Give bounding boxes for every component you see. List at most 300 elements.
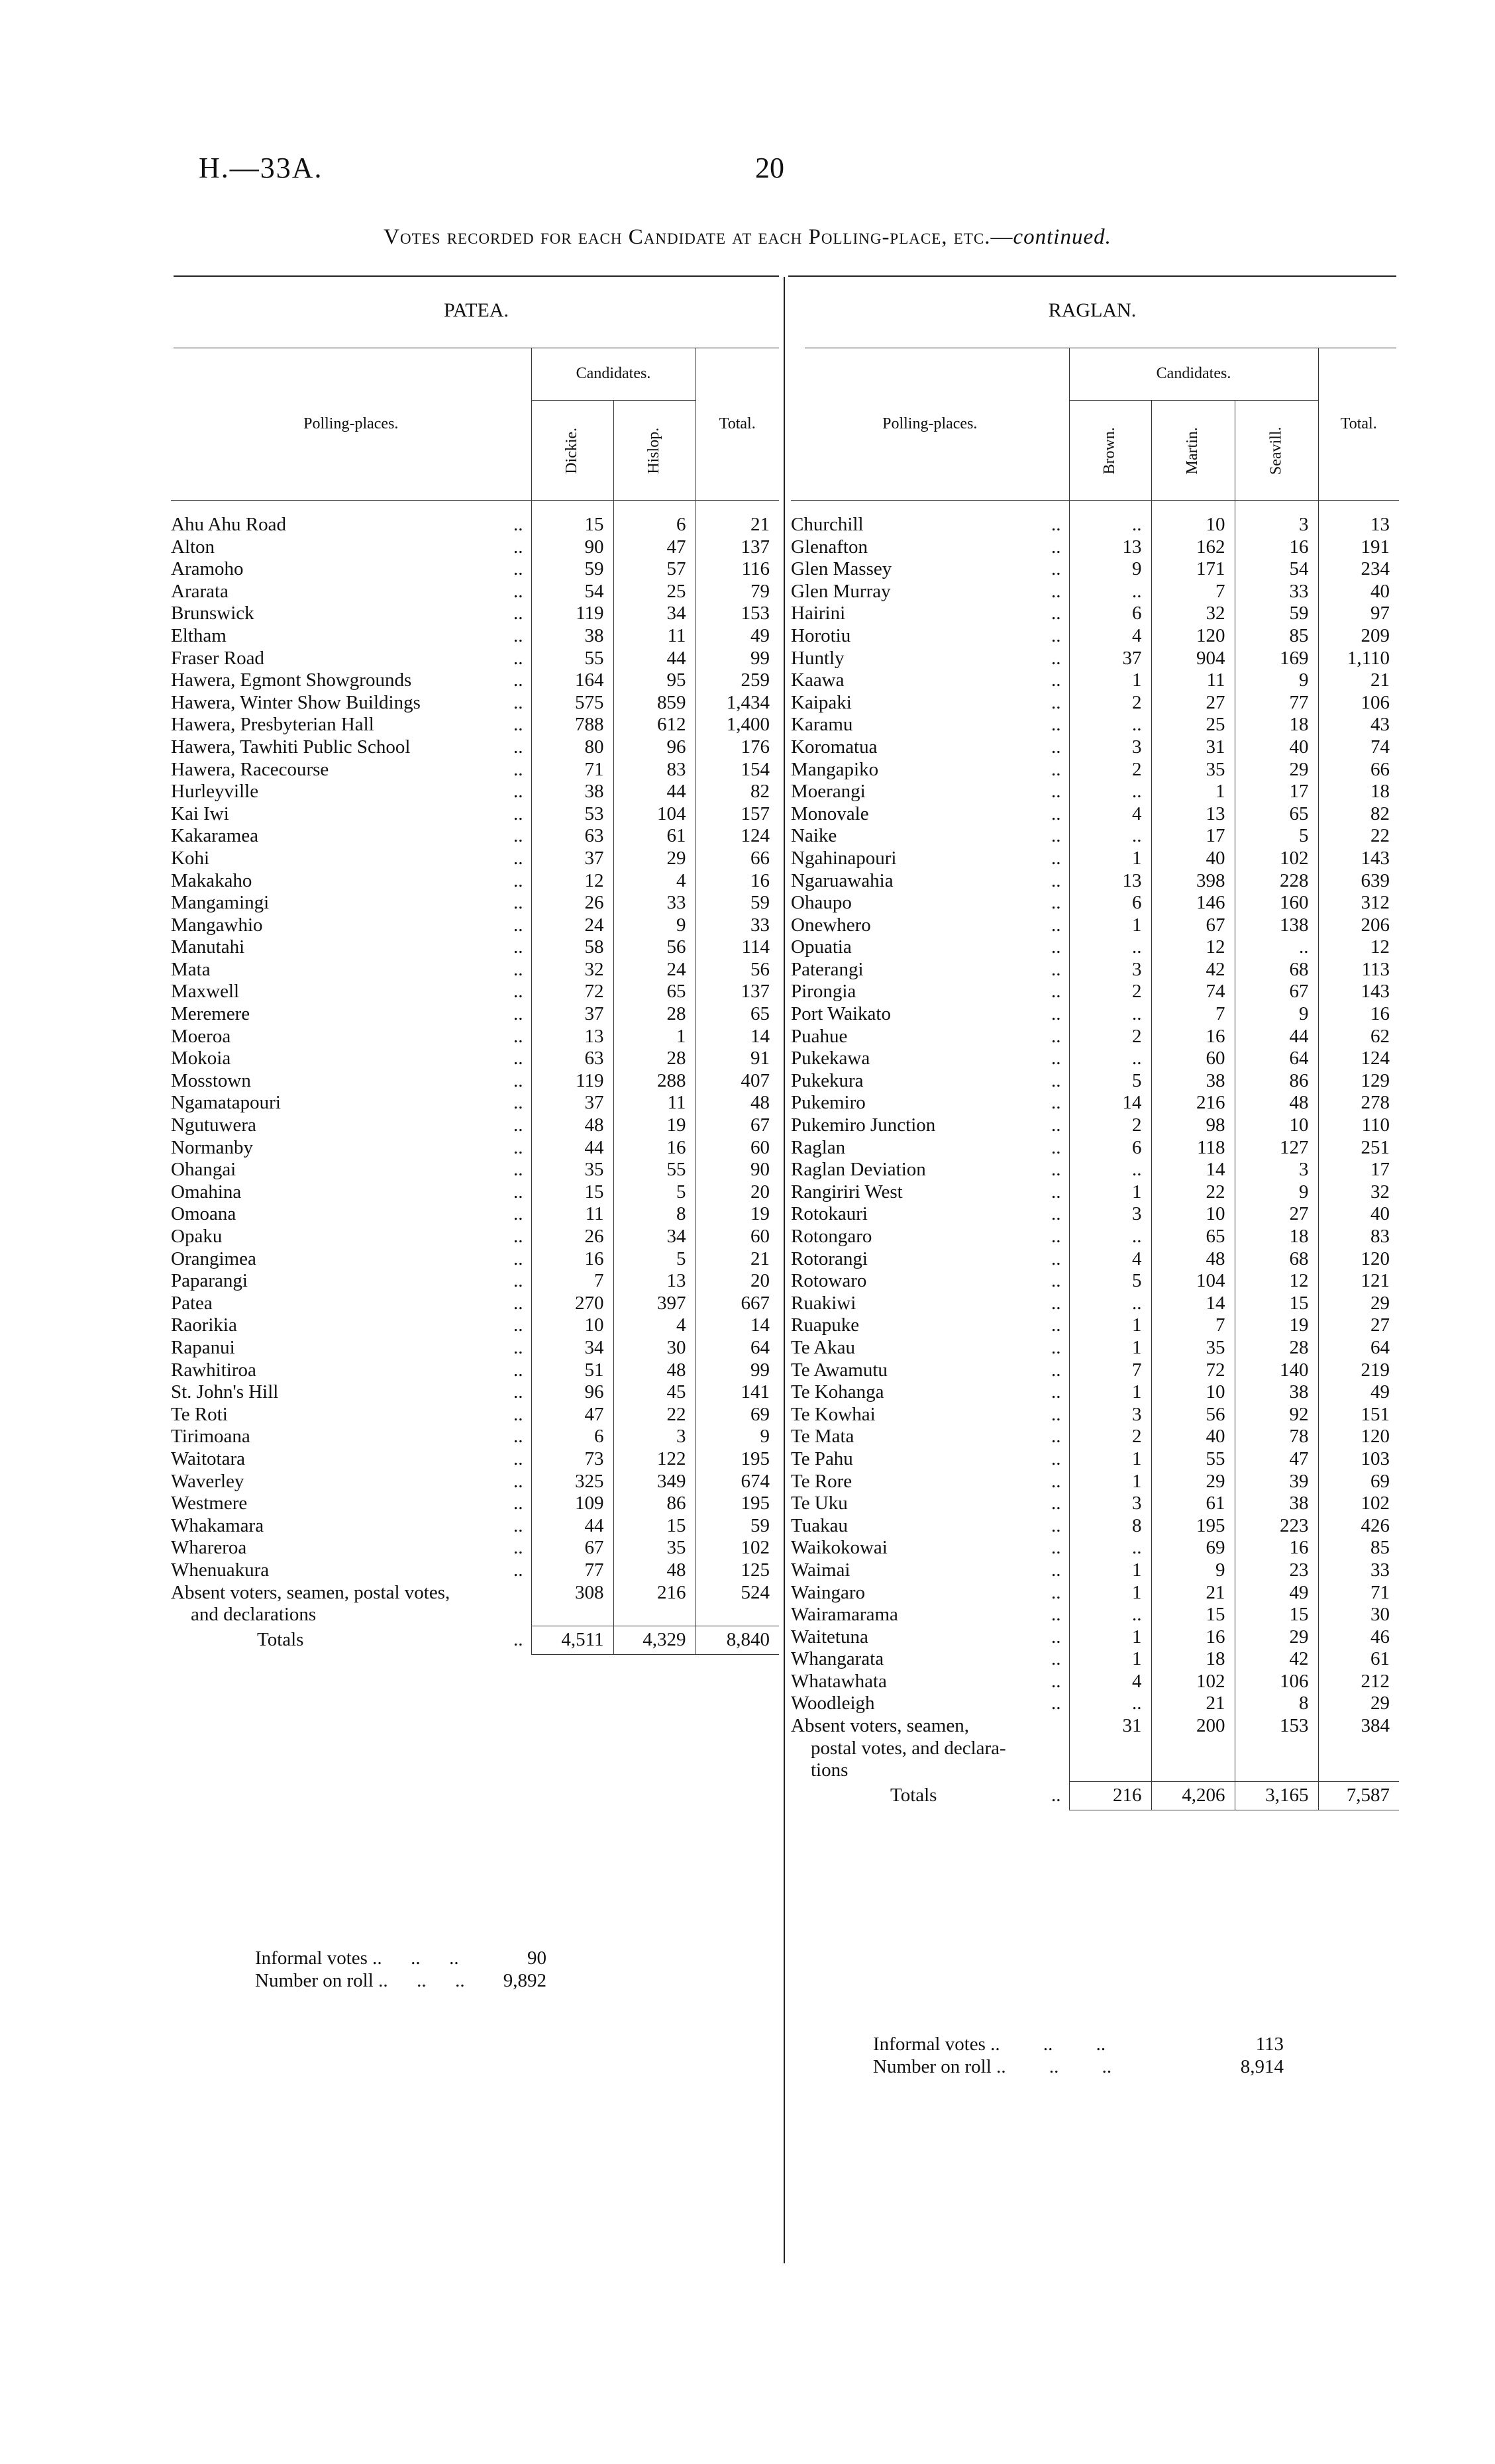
raglan-polling-place-name: Pukekura <box>791 1069 864 1091</box>
patea-row <box>171 1359 779 1382</box>
patea-vote-cell: 154 <box>696 759 779 781</box>
patea-polling-place <box>171 1003 531 1026</box>
raglan-vote-cell: 35 <box>1151 759 1235 781</box>
raglan-vote-cell: 223 <box>1235 1515 1318 1538</box>
patea-vote-cell: 122 <box>613 1448 696 1471</box>
raglan-vote-cell: 426 <box>1318 1515 1399 1538</box>
raglan-polling-place <box>791 514 1069 536</box>
raglan-vote-cell: 29 <box>1235 1626 1318 1649</box>
patea-vote-cell: 29 <box>613 848 696 870</box>
patea-row <box>171 1404 779 1426</box>
raglan-vote-cell: 32 <box>1318 1181 1399 1204</box>
raglan-vote-cell: 12 <box>1151 936 1235 959</box>
raglan-vote-cell: 216 <box>1151 1092 1235 1114</box>
raglan-polling-place-name: Opuatia <box>791 936 852 958</box>
raglan-polling-place <box>791 825 1069 848</box>
raglan-vote-cell: 1 <box>1069 848 1151 870</box>
raglan-leader-dots: .. <box>1051 803 1061 824</box>
patea-polling-place-name: Ararata <box>171 580 229 602</box>
patea-row <box>171 1181 779 1204</box>
raglan-vote-cell: 9 <box>1235 1181 1318 1204</box>
patea-polling-place <box>171 1471 531 1493</box>
patea-polling-place <box>171 1337 531 1359</box>
patea-vote-cell: 8 <box>613 1203 696 1226</box>
raglan-vote-cell: 162 <box>1151 536 1235 559</box>
raglan-vote-cell: 121 <box>1318 1270 1399 1293</box>
raglan-polling-place-name: Ngahinapouri <box>791 847 897 869</box>
patea-vote-cell: 71 <box>531 759 613 781</box>
patea-row <box>171 781 779 803</box>
patea-vote-cell: 12 <box>531 870 613 893</box>
raglan-vote-cell: 143 <box>1318 981 1399 1003</box>
raglan-vote-cell: .. <box>1235 936 1318 959</box>
raglan-vote-cell: 65 <box>1151 1226 1235 1248</box>
raglan-row <box>791 1671 1399 1693</box>
raglan-vote-cell: 92 <box>1235 1404 1318 1426</box>
raglan-polling-place <box>791 1515 1069 1538</box>
patea-vote-cell: 91 <box>696 1048 779 1070</box>
raglan-vote-cell: 1 <box>1069 1626 1151 1649</box>
patea-vote-cell: 69 <box>696 1404 779 1426</box>
raglan-vote-cell: 3 <box>1069 1404 1151 1426</box>
raglan-vote-cell: 18 <box>1318 781 1399 803</box>
raglan-vote-cell: .. <box>1069 1604 1151 1626</box>
raglan-vote-cell: 3 <box>1069 959 1151 981</box>
raglan-row <box>791 1471 1399 1493</box>
raglan-vote-cell: 120 <box>1318 1248 1399 1271</box>
raglan-vote-cell: 160 <box>1235 892 1318 914</box>
patea-vote-cell: 15 <box>531 514 613 536</box>
patea-leader-dots: .. <box>513 1114 523 1136</box>
patea-vote-cell: 28 <box>613 1048 696 1070</box>
patea-vote-cell: 67 <box>531 1537 613 1559</box>
raglan-row <box>791 1114 1399 1137</box>
patea-vote-cell: 6 <box>613 514 696 536</box>
raglan-vote-cell: 1 <box>1151 781 1235 803</box>
raglan-vote-cell: 33 <box>1318 1559 1399 1582</box>
raglan-polling-place-name: Kaawa <box>791 669 845 691</box>
patea-vote-cell: 96 <box>531 1381 613 1404</box>
raglan-vote-cell: 234 <box>1318 558 1399 581</box>
raglan-vote-cell: 85 <box>1318 1537 1399 1559</box>
patea-leader-dots: .. <box>513 514 523 535</box>
raglan-vote-cell: 27 <box>1235 1203 1318 1226</box>
raglan-vote-cell: 48 <box>1151 1248 1235 1271</box>
patea-vote-cell: 407 <box>696 1070 779 1093</box>
raglan-row <box>791 669 1399 692</box>
raglan-totals-dots: .. <box>1051 1784 1061 1806</box>
raglan-polling-place <box>791 736 1069 759</box>
raglan-vote-cell: .. <box>1069 1048 1151 1070</box>
patea-polling-place-name: Hurleyville <box>171 781 259 803</box>
patea-polling-place-name: Whakamara <box>171 1514 264 1536</box>
patea-row <box>171 848 779 870</box>
patea-polling-place <box>171 1515 531 1538</box>
patea-polling-place-name: Hawera, Tawhiti Public School <box>171 736 411 758</box>
patea-polling-place-name: Opaku <box>171 1226 223 1247</box>
raglan-leader-dots: .. <box>1051 1581 1061 1603</box>
raglan-polling-place-name: Whatawhata <box>791 1670 887 1692</box>
raglan-row <box>791 1359 1399 1382</box>
raglan-vote-cell: 15 <box>1151 1604 1235 1626</box>
raglan-vote-cell: 212 <box>1318 1671 1399 1693</box>
raglan-vote-cell: 13 <box>1069 870 1151 893</box>
raglan-polling-place-name: Kaipaki <box>791 691 852 713</box>
raglan-polling-place <box>791 914 1069 937</box>
raglan-vote-cell: 113 <box>1318 959 1399 981</box>
patea-polling-place <box>171 1270 531 1293</box>
patea-polling-place <box>171 1404 531 1426</box>
patea-vote-cell: 96 <box>613 736 696 759</box>
raglan-row <box>791 1381 1399 1404</box>
patea-polling-place <box>171 936 531 959</box>
patea-vote-cell: 34 <box>613 1226 696 1248</box>
raglan-row <box>791 1537 1399 1559</box>
patea-leader-dots: .. <box>513 714 523 736</box>
patea-vote-cell: 54 <box>531 581 613 603</box>
raglan-row <box>791 1314 1399 1337</box>
raglan-polling-place-name: Pirongia <box>791 981 856 1003</box>
patea-row <box>171 914 779 937</box>
raglan-leader-dots: .. <box>1051 714 1061 736</box>
patea-vote-cell: 83 <box>613 759 696 781</box>
patea-leader-dots: .. <box>513 1426 523 1448</box>
raglan-polling-place <box>791 1359 1069 1382</box>
raglan-polling-place-name: Ngaruawahia <box>791 869 894 891</box>
patea-total-header: Total. <box>696 348 779 501</box>
patea-polling-place-name: Meremere <box>171 1003 250 1025</box>
patea-totals-row <box>171 1626 779 1655</box>
patea-polling-place-name: Raorikia <box>171 1314 237 1336</box>
page-number: 20 <box>755 152 784 184</box>
patea-polling-place <box>171 848 531 870</box>
patea-panel <box>171 348 779 1655</box>
patea-leader-dots: .. <box>513 758 523 780</box>
patea-vote-cell: 33 <box>696 914 779 937</box>
patea-candidates-header: Candidates. <box>531 348 696 401</box>
raglan-leader-dots: .. <box>1051 781 1061 803</box>
raglan-vote-cell: 4 <box>1069 1671 1151 1693</box>
patea-vote-cell: 55 <box>531 648 613 670</box>
patea-polling-place <box>171 1048 531 1070</box>
raglan-vote-cell: 10 <box>1151 1381 1235 1404</box>
patea-row <box>171 1026 779 1048</box>
raglan-polling-place <box>791 1248 1069 1271</box>
patea-vote-cell: 10 <box>531 1314 613 1337</box>
patea-leader-dots: .. <box>513 1136 523 1158</box>
patea-vote-cell: 15 <box>531 1181 613 1204</box>
patea-vote-cell: 125 <box>696 1559 779 1582</box>
raglan-vote-cell: 17 <box>1151 825 1235 848</box>
raglan-vote-cell: 47 <box>1235 1448 1318 1471</box>
patea-leader-dots: .. <box>513 1159 523 1181</box>
patea-roll-value: 9,892 <box>503 1970 546 1991</box>
patea-polling-place <box>171 892 531 914</box>
raglan-vote-cell: 77 <box>1235 692 1318 715</box>
patea-polling-place-name: Alton <box>171 536 215 558</box>
raglan-polling-place <box>791 1092 1069 1114</box>
patea-vote-cell: 48 <box>531 1114 613 1137</box>
patea-vote-cell: 102 <box>696 1537 779 1559</box>
raglan-vote-cell: 3 <box>1069 736 1151 759</box>
patea-vote-cell: 59 <box>531 558 613 581</box>
raglan-polling-place <box>791 1559 1069 1582</box>
raglan-vote-cell: 171 <box>1151 558 1235 581</box>
patea-polling-place-name: Tirimoana <box>171 1426 250 1448</box>
title-rule-left <box>174 275 779 277</box>
raglan-row <box>791 1582 1399 1604</box>
patea-absent-value: 524 <box>696 1582 779 1626</box>
patea-polling-place-name: Mata <box>171 958 211 980</box>
patea-row <box>171 1270 779 1293</box>
patea-polling-place <box>171 1226 531 1248</box>
raglan-vote-cell: 5 <box>1069 1070 1151 1093</box>
raglan-polling-place <box>791 1048 1069 1070</box>
patea-polling-place-name: Hawera, Racecourse <box>171 758 329 780</box>
raglan-leader-dots: .. <box>1051 1069 1061 1091</box>
patea-vote-cell: 77 <box>531 1559 613 1582</box>
patea-vote-cell: 1,400 <box>696 714 779 736</box>
raglan-polling-place <box>791 1404 1069 1426</box>
raglan-totals-text: Totals <box>890 1784 937 1806</box>
raglan-polling-place-name: Te Rore <box>791 1470 852 1492</box>
title-rule-right <box>788 275 1396 277</box>
patea-vote-cell: 674 <box>696 1471 779 1493</box>
patea-vote-cell: 55 <box>613 1159 696 1181</box>
raglan-polling-place-name: Glen Murray <box>791 580 891 602</box>
raglan-vote-cell: 251 <box>1318 1137 1399 1159</box>
raglan-totals-value: 3,165 <box>1235 1782 1318 1810</box>
raglan-vote-cell: 98 <box>1151 1114 1235 1137</box>
patea-absent-value: 308 <box>531 1582 613 1626</box>
patea-vote-cell: 90 <box>696 1159 779 1181</box>
raglan-row <box>791 1048 1399 1070</box>
patea-polling-place-name: Kai Iwi <box>171 803 229 824</box>
patea-row <box>171 959 779 981</box>
patea-vote-cell: 612 <box>613 714 696 736</box>
raglan-vote-cell: 15 <box>1235 1604 1318 1626</box>
raglan-polling-place <box>791 1181 1069 1204</box>
patea-vote-cell: 141 <box>696 1381 779 1404</box>
raglan-vote-cell: 74 <box>1151 981 1235 1003</box>
patea-polling-place-name: Ngamatapouri <box>171 1092 281 1114</box>
raglan-polling-place <box>791 1426 1069 1448</box>
patea-row <box>171 1426 779 1448</box>
raglan-vote-cell: 40 <box>1318 1203 1399 1226</box>
raglan-vote-cell: 18 <box>1235 1226 1318 1248</box>
raglan-vote-cell: 1 <box>1069 914 1151 937</box>
patea-polling-place <box>171 1114 531 1137</box>
raglan-polling-place <box>791 669 1069 692</box>
patea-vote-cell: 16 <box>696 870 779 893</box>
patea-polling-place-name: Te Roti <box>171 1403 228 1425</box>
patea-row <box>171 1114 779 1137</box>
raglan-informal-line: Informal votes .. .. .. 113 <box>873 2034 1284 2055</box>
patea-leader-dots: .. <box>513 1514 523 1536</box>
raglan-leader-dots: .. <box>1051 1181 1061 1203</box>
raglan-vote-cell: 29 <box>1318 1693 1399 1715</box>
raglan-polling-place <box>791 603 1069 625</box>
patea-row <box>171 514 779 536</box>
raglan-vote-cell: 32 <box>1151 603 1235 625</box>
patea-polling-place-name: Fraser Road <box>171 647 264 669</box>
raglan-leader-dots: .. <box>1051 603 1061 624</box>
raglan-polling-place-name: Hairini <box>791 603 846 624</box>
raglan-vote-cell: 38 <box>1235 1381 1318 1404</box>
patea-row <box>171 714 779 736</box>
patea-row <box>171 936 779 959</box>
patea-row <box>171 536 779 559</box>
patea-polling-place-name: Waverley <box>171 1470 244 1492</box>
raglan-vote-cell: .. <box>1069 714 1151 736</box>
raglan-vote-cell: 83 <box>1318 1226 1399 1248</box>
patea-polling-place-name: Omahina <box>171 1181 242 1203</box>
raglan-vote-cell: 138 <box>1235 914 1318 937</box>
raglan-polling-place <box>791 1203 1069 1226</box>
raglan-vote-cell: 29 <box>1318 1293 1399 1315</box>
raglan-row <box>791 1026 1399 1048</box>
patea-vote-cell: 13 <box>531 1026 613 1048</box>
raglan-vote-cell: 12 <box>1318 936 1399 959</box>
patea-vote-cell: 157 <box>696 803 779 826</box>
patea-polling-place-name: Orangimea <box>171 1248 256 1269</box>
patea-vote-cell: 48 <box>613 1359 696 1382</box>
patea-leader-dots: .. <box>513 1470 523 1492</box>
patea-leader-dots: .. <box>513 958 523 980</box>
patea-vote-cell: 5 <box>613 1181 696 1204</box>
patea-polling-place <box>171 714 531 736</box>
patea-polling-place-name: Whenuakura <box>171 1559 270 1581</box>
raglan-row <box>791 1181 1399 1204</box>
raglan-polling-place-name: Pukemiro Junction <box>791 1114 936 1136</box>
patea-leader-dots: .. <box>513 691 523 713</box>
raglan-row <box>791 536 1399 559</box>
raglan-vote-cell: 106 <box>1235 1671 1318 1693</box>
raglan-polling-place <box>791 1159 1069 1181</box>
patea-vote-cell: 44 <box>531 1515 613 1538</box>
raglan-vote-cell: 25 <box>1151 714 1235 736</box>
document-reference: H.—33A. <box>199 152 323 184</box>
patea-row <box>171 870 779 893</box>
raglan-polling-place-name: Ruapuke <box>791 1314 860 1336</box>
raglan-polling-place <box>791 936 1069 959</box>
raglan-col-martin: Martin. <box>1151 401 1235 501</box>
raglan-polling-place <box>791 981 1069 1003</box>
raglan-spacer-cell <box>1151 501 1235 515</box>
patea-vote-cell: 38 <box>531 781 613 803</box>
raglan-vote-cell: 1 <box>1069 1448 1151 1471</box>
patea-row <box>171 1515 779 1538</box>
patea-vote-cell: 66 <box>696 848 779 870</box>
patea-polling-place-name: Kohi <box>171 847 209 869</box>
patea-spacer-cell <box>171 501 531 515</box>
patea-absent-value: 216 <box>613 1582 696 1626</box>
raglan-row <box>791 936 1399 959</box>
raglan-vote-cell: .. <box>1069 1693 1151 1715</box>
raglan-row <box>791 1293 1399 1315</box>
raglan-polling-place-name: Glenafton <box>791 536 868 558</box>
patea-vote-cell: 35 <box>531 1159 613 1181</box>
raglan-polling-place <box>791 959 1069 981</box>
patea-absent-line2: and declarations <box>191 1604 317 1626</box>
raglan-vote-cell: .. <box>1069 825 1151 848</box>
raglan-polling-place <box>791 1626 1069 1649</box>
raglan-vote-cell: 7 <box>1151 1314 1235 1337</box>
raglan-polling-place <box>791 692 1069 715</box>
raglan-row <box>791 1515 1399 1538</box>
raglan-vote-cell: 140 <box>1235 1359 1318 1382</box>
raglan-absent-line3: tions <box>811 1759 849 1781</box>
patea-polling-place-name: Westmere <box>171 1493 248 1514</box>
raglan-vote-cell: 48 <box>1235 1092 1318 1114</box>
patea-vote-cell: 63 <box>531 825 613 848</box>
raglan-vote-cell: 65 <box>1235 803 1318 826</box>
patea-polling-place-name: Mosstown <box>171 1069 251 1091</box>
patea-roll-line: Number on roll .. .. .. 9,892 <box>255 1970 546 1991</box>
patea-vote-cell: 20 <box>696 1270 779 1293</box>
raglan-vote-cell: 146 <box>1151 892 1235 914</box>
raglan-leader-dots: .. <box>1051 1292 1061 1314</box>
raglan-vote-cell: 61 <box>1151 1493 1235 1515</box>
patea-col-dickie: Dickie. <box>531 401 613 501</box>
raglan-polling-place-name: Te Kohanga <box>791 1381 884 1403</box>
raglan-row <box>791 1559 1399 1582</box>
raglan-absent-value: 153 <box>1235 1715 1318 1782</box>
patea-polling-place-name: Eltham <box>171 624 227 646</box>
raglan-row <box>791 1248 1399 1271</box>
patea-row <box>171 1226 779 1248</box>
raglan-vote-cell: 124 <box>1318 1048 1399 1070</box>
patea-polling-place <box>171 1314 531 1337</box>
raglan-vote-cell: 16 <box>1235 536 1318 559</box>
raglan-leader-dots: .. <box>1051 669 1061 691</box>
patea-vote-cell: 72 <box>531 981 613 1003</box>
patea-leader-dots: .. <box>513 1292 523 1314</box>
patea-polling-place-name: Normanby <box>171 1136 254 1158</box>
patea-vote-cell: 104 <box>613 803 696 826</box>
raglan-polling-place-name: Wairamarama <box>791 1604 898 1626</box>
raglan-polling-place-name: Huntly <box>791 647 845 669</box>
raglan-row <box>791 914 1399 937</box>
raglan-roll-value: 8,914 <box>1240 2056 1284 2077</box>
patea-leader-dots: .. <box>513 1003 523 1025</box>
patea-vote-cell: 24 <box>613 959 696 981</box>
raglan-vote-cell: .. <box>1069 581 1151 603</box>
patea-row <box>171 803 779 826</box>
raglan-leader-dots: .. <box>1051 1559 1061 1581</box>
patea-leader-dots: .. <box>513 1336 523 1358</box>
patea-polling-place-name: Waitotara <box>171 1448 245 1469</box>
raglan-absent-row <box>791 1715 1399 1782</box>
raglan-polling-place-name: Churchill <box>791 514 864 535</box>
patea-polling-place <box>171 914 531 937</box>
patea-vote-cell: 21 <box>696 514 779 536</box>
patea-polling-place-name: Ngutuwera <box>171 1114 256 1136</box>
patea-leader-dots: .. <box>513 981 523 1003</box>
raglan-vote-cell: 1 <box>1069 669 1151 692</box>
patea-vote-cell: 59 <box>696 1515 779 1538</box>
raglan-polling-place-name: Rotorangi <box>791 1248 868 1269</box>
patea-polling-place <box>171 625 531 648</box>
raglan-row <box>791 759 1399 781</box>
raglan-vote-cell: 2 <box>1069 1426 1151 1448</box>
patea-polling-place <box>171 514 531 536</box>
patea-vote-cell: 15 <box>613 1515 696 1538</box>
patea-spacer-row <box>171 501 779 515</box>
raglan-vote-cell: 143 <box>1318 848 1399 870</box>
raglan-vote-cell: 19 <box>1235 1314 1318 1337</box>
raglan-vote-cell: 27 <box>1318 1314 1399 1337</box>
